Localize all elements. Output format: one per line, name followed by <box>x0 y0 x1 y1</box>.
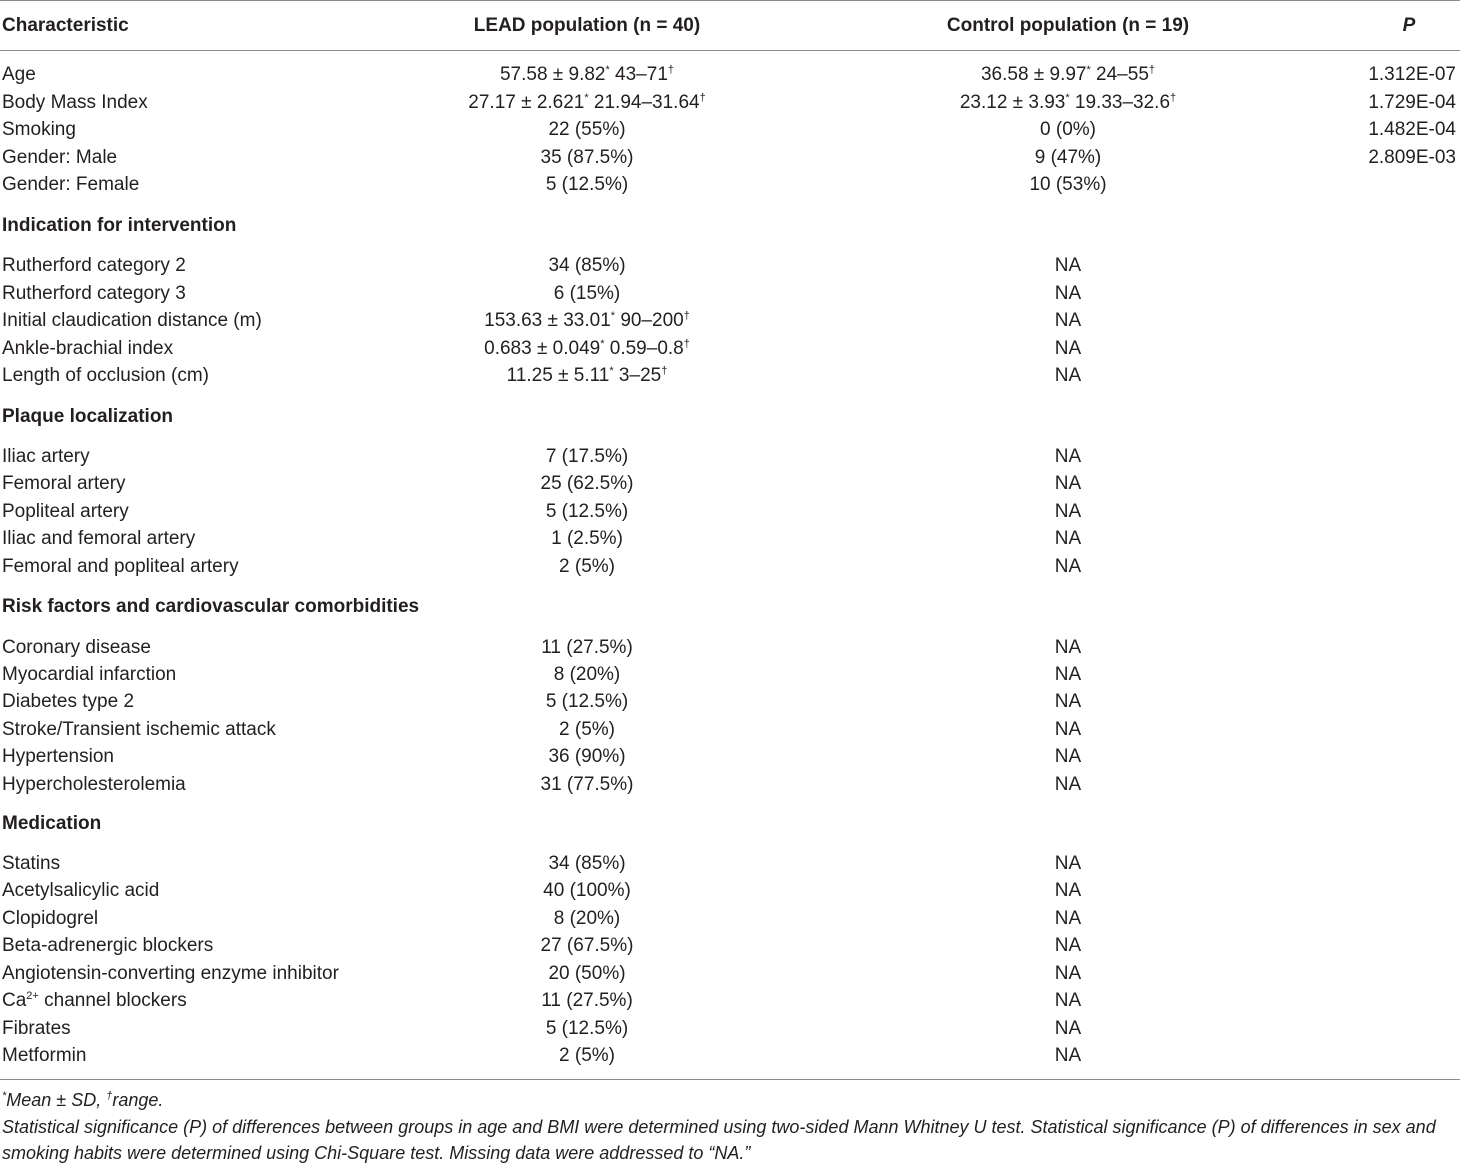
row-label: Myocardial infarction <box>2 664 177 685</box>
row-label: Smoking <box>2 119 76 140</box>
cell-lead-population: 27.17 ± 2.621* 21.94–31.64† <box>468 92 706 113</box>
cell-lead-population: 31 (77.5%) <box>540 774 634 795</box>
cell-lead-population: 34 (85%) <box>548 853 626 874</box>
cell-lead-population: 6 (15%) <box>553 283 621 304</box>
row-label: Femoral and popliteal artery <box>2 556 239 577</box>
table-bottom-rule <box>0 1079 1460 1080</box>
cell-control-population: NA <box>1054 365 1082 386</box>
cell-control-population: NA <box>1054 774 1082 795</box>
cell-control-population: NA <box>1054 1045 1082 1066</box>
section-heading <box>0 405 1460 429</box>
table-row <box>0 254 1460 278</box>
cell-lead-population: 8 (20%) <box>553 664 621 685</box>
table-row <box>0 636 1460 660</box>
cell-lead-population: 5 (12.5%) <box>545 691 629 712</box>
cell-lead-population: 34 (85%) <box>548 255 626 276</box>
cell-lead-population: 2 (5%) <box>559 556 615 577</box>
cell-lead-population: 40 (100%) <box>543 880 631 901</box>
cell-lead-population: 11.25 ± 5.11* 3–25† <box>506 365 668 386</box>
table-row <box>0 663 1460 687</box>
row-label: Statins <box>2 853 61 874</box>
cell-control-population: 23.12 ± 3.93* 19.33–32.6† <box>959 92 1177 113</box>
section-title: Risk factors and cardiovascular comorbidities <box>2 596 420 617</box>
cell-control-population: NA <box>1054 908 1082 929</box>
cell-lead-population: 35 (87.5%) <box>540 147 634 168</box>
cell-lead-population: 153.63 ± 33.01* 90–200† <box>484 310 690 331</box>
cell-lead-population: 5 (12.5%) <box>545 1018 629 1039</box>
row-label: Femoral artery <box>2 473 126 494</box>
cell-lead-population: 0.683 ± 0.049* 0.59–0.8† <box>484 338 690 359</box>
row-label: Beta-adrenergic blockers <box>2 935 214 956</box>
table-row <box>0 934 1460 958</box>
cell-p-value: 1.312E-07 <box>1368 64 1456 85</box>
cell-control-population: NA <box>1054 501 1082 522</box>
cell-control-population: NA <box>1054 473 1082 494</box>
cell-control-population: NA <box>1054 338 1082 359</box>
cell-p-value: 2.809E-03 <box>1368 147 1456 168</box>
table-row <box>0 690 1460 714</box>
row-label: Rutherford category 3 <box>2 283 186 304</box>
table-row <box>0 309 1460 333</box>
row-label: Angiotensin-converting enzyme inhibitor <box>2 963 339 984</box>
cell-control-population: NA <box>1054 719 1082 740</box>
header-p-value: P <box>1402 15 1416 36</box>
section-heading <box>0 812 1460 836</box>
section-title: Medication <box>2 813 102 834</box>
footnote-statistics: Statistical significance (P) of differences between groups in age and BMI were determined using two-sided Mann Whitney U test. Statistical significance (P) of differences in sex and smoking habits were determined using Chi-Square test. Missing data were addressed to “NA.” <box>2 1116 1436 1163</box>
table-row <box>0 500 1460 524</box>
cell-lead-population: 27 (67.5%) <box>540 935 634 956</box>
table-row <box>0 989 1460 1013</box>
table-row <box>0 472 1460 496</box>
cell-lead-population: 22 (55%) <box>548 119 626 140</box>
cell-control-population: NA <box>1054 880 1082 901</box>
cell-lead-population: 36 (90%) <box>548 746 626 767</box>
row-label: Age <box>2 64 36 85</box>
row-label: $Ca^{2+}$ channel blockers <box>2 990 187 1011</box>
row-label: Metformin <box>2 1045 87 1066</box>
table-row <box>0 337 1460 361</box>
footnote-symbols: *Mean ± SD, †range. <box>2 1090 164 1110</box>
table-row <box>0 907 1460 931</box>
row-label: Length of occlusion (cm) <box>2 365 209 386</box>
section-heading <box>0 595 1460 619</box>
table-row <box>0 173 1460 197</box>
row-label: Gender: Male <box>2 147 118 168</box>
table-row <box>0 63 1460 87</box>
table-row <box>0 879 1460 903</box>
cell-lead-population: 1 (2.5%) <box>551 528 623 549</box>
row-label: Stroke/Transient ischemic attack <box>2 719 276 740</box>
cell-lead-population: 20 (50%) <box>548 963 626 984</box>
row-label: Hypertension <box>2 746 114 767</box>
cell-p-value: 1.482E-04 <box>1368 119 1456 140</box>
cell-control-population: 36.58 ± 9.97* 24–55† <box>980 64 1156 85</box>
row-label: Iliac and femoral artery <box>2 528 196 549</box>
table-row <box>0 962 1460 986</box>
table-row <box>0 1017 1460 1041</box>
cell-control-population: 9 (47%) <box>1034 147 1102 168</box>
header-control-population: Control population (n = 19) <box>946 15 1190 36</box>
table-row <box>0 282 1460 306</box>
cell-control-population: NA <box>1054 990 1082 1011</box>
row-label: Hypercholesterolemia <box>2 774 186 795</box>
cell-control-population: NA <box>1054 691 1082 712</box>
cell-control-population: NA <box>1054 283 1082 304</box>
table-row <box>0 852 1460 876</box>
table-row <box>0 527 1460 551</box>
row-label: Coronary disease <box>2 637 151 658</box>
cell-control-population: NA <box>1054 446 1082 467</box>
row-label: Fibrates <box>2 1018 71 1039</box>
section-title: Plaque localization <box>2 406 174 427</box>
cell-control-population: NA <box>1054 255 1082 276</box>
row-label: Gender: Female <box>2 174 140 195</box>
cell-control-population: NA <box>1054 528 1082 549</box>
row-label: Rutherford category 2 <box>2 255 186 276</box>
cell-control-population: NA <box>1054 664 1082 685</box>
cell-control-population: NA <box>1054 935 1082 956</box>
row-label: Clopidogrel <box>2 908 99 929</box>
cell-control-population: NA <box>1054 310 1082 331</box>
row-label: Popliteal artery <box>2 501 129 522</box>
header-lead-population: LEAD population (n = 40) <box>473 15 701 36</box>
cell-control-population: 0 (0%) <box>1040 119 1096 140</box>
table-row <box>0 91 1460 115</box>
cell-lead-population: 5 (12.5%) <box>545 174 629 195</box>
table-footnotes <box>2 1087 1454 1167</box>
row-label: Iliac artery <box>2 446 90 467</box>
cell-lead-population: 25 (62.5%) <box>540 473 634 494</box>
cell-lead-population: 7 (17.5%) <box>545 446 629 467</box>
cell-lead-population: 2 (5%) <box>559 719 615 740</box>
table-row <box>0 718 1460 742</box>
table-row <box>0 364 1460 388</box>
header-characteristic: Characteristic <box>2 15 129 36</box>
row-label: Body Mass Index <box>2 92 148 113</box>
section-title: Indication for intervention <box>2 215 237 236</box>
cell-control-population: NA <box>1054 746 1082 767</box>
cell-lead-population: 11 (27.5%) <box>541 637 633 658</box>
cell-lead-population: 11 (27.5%) <box>541 990 633 1011</box>
cell-control-population: NA <box>1054 637 1082 658</box>
cell-control-population: NA <box>1054 853 1082 874</box>
cell-lead-population: 5 (12.5%) <box>545 501 629 522</box>
row-label: Ankle-brachial index <box>2 338 174 359</box>
cell-lead-population: 2 (5%) <box>559 1045 615 1066</box>
section-heading <box>0 214 1460 238</box>
row-label: Diabetes type 2 <box>2 691 135 712</box>
cell-lead-population: 57.58 ± 9.82* 43–71† <box>499 64 675 85</box>
cell-lead-population: 8 (20%) <box>553 908 621 929</box>
table-row <box>0 1044 1460 1068</box>
cell-control-population: NA <box>1054 963 1082 984</box>
row-label: Acetylsalicylic acid <box>2 880 160 901</box>
table-row <box>0 445 1460 469</box>
cell-control-population: NA <box>1054 1018 1082 1039</box>
row-label: Initial claudication distance (m) <box>2 310 262 331</box>
table-row <box>0 555 1460 579</box>
table-row <box>0 118 1460 142</box>
table-row <box>0 745 1460 769</box>
table-row <box>0 773 1460 797</box>
table-row <box>0 146 1460 170</box>
cell-control-population: 10 (53%) <box>1029 174 1107 195</box>
cell-p-value: 1.729E-04 <box>1368 92 1456 113</box>
cell-control-population: NA <box>1054 556 1082 577</box>
